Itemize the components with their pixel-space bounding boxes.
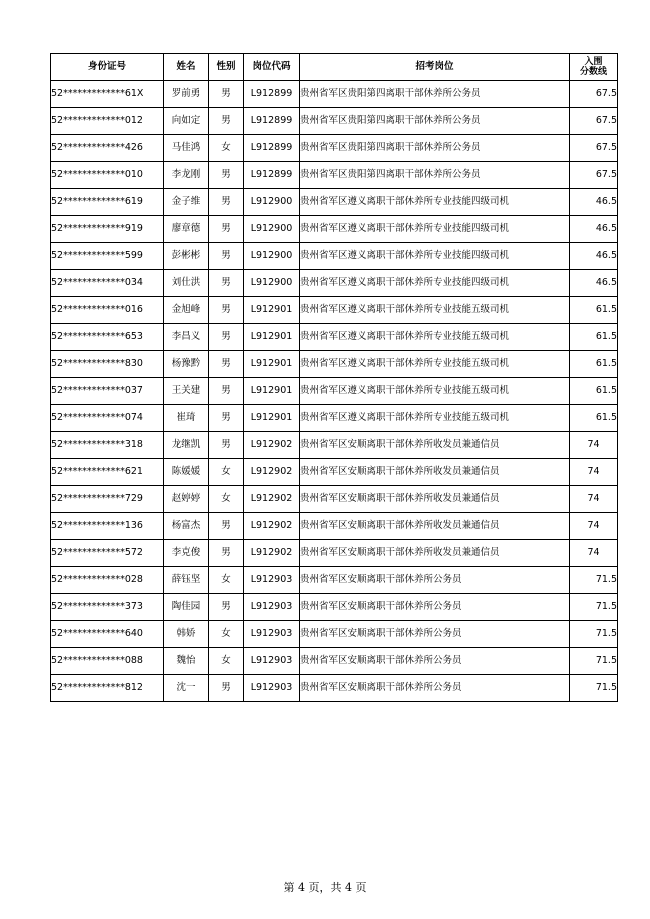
cell-score: 67.5 — [570, 108, 618, 135]
table-row — [51, 135, 618, 162]
cell-name: 魏怡 — [164, 648, 209, 675]
cell-score: 71.5 — [570, 594, 618, 621]
cell-id: 52*************037 — [51, 378, 164, 405]
table-row — [51, 216, 618, 243]
cell-code: L912903 — [244, 648, 300, 675]
header-id: 身份证号 — [51, 54, 164, 81]
cell-score: 74 — [570, 540, 618, 567]
cell-post: 贵州省军区遵义离职干部休养所专业技能五级司机 — [300, 405, 570, 432]
header-gender: 性别 — [209, 54, 244, 81]
cell-name: 陈媛媛 — [164, 459, 209, 486]
cell-code: L912900 — [244, 189, 300, 216]
cell-score: 67.5 — [570, 162, 618, 189]
cell-id: 52*************028 — [51, 567, 164, 594]
table-row — [51, 648, 618, 675]
cell-id: 52*************619 — [51, 189, 164, 216]
cell-post: 贵州省军区安顺离职干部休养所收发员兼通信员 — [300, 513, 570, 540]
cell-post: 贵州省军区遵义离职干部休养所专业技能五级司机 — [300, 351, 570, 378]
table-row — [51, 513, 618, 540]
cell-gender: 女 — [209, 459, 244, 486]
cell-score: 46.5 — [570, 243, 618, 270]
cell-code: L912901 — [244, 324, 300, 351]
cell-name: 李克俊 — [164, 540, 209, 567]
cell-post: 贵州省军区遵义离职干部休养所专业技能四级司机 — [300, 216, 570, 243]
table-row — [51, 486, 618, 513]
cell-id: 52*************373 — [51, 594, 164, 621]
cell-code: L912903 — [244, 594, 300, 621]
header-code: 岗位代码 — [244, 54, 300, 81]
cell-name: 刘仕洪 — [164, 270, 209, 297]
cell-id: 52*************640 — [51, 621, 164, 648]
cell-post: 贵州省军区安顺离职干部休养所收发员兼通信员 — [300, 486, 570, 513]
cell-gender: 男 — [209, 594, 244, 621]
cell-post: 贵州省军区遵义离职干部休养所专业技能五级司机 — [300, 297, 570, 324]
cell-gender: 男 — [209, 108, 244, 135]
cell-name: 罗前勇 — [164, 81, 209, 108]
cell-code: L912903 — [244, 567, 300, 594]
table-row — [51, 189, 618, 216]
cell-code: L912902 — [244, 459, 300, 486]
cell-post: 贵州省军区安顺离职干部休养所收发员兼通信员 — [300, 459, 570, 486]
cell-gender: 男 — [209, 297, 244, 324]
table-row — [51, 162, 618, 189]
cell-score: 61.5 — [570, 405, 618, 432]
cell-name: 崔琦 — [164, 405, 209, 432]
cell-id: 52*************61X — [51, 81, 164, 108]
cell-code: L912901 — [244, 297, 300, 324]
cell-gender: 男 — [209, 351, 244, 378]
header-post: 招考岗位 — [300, 54, 570, 81]
cell-id: 52*************812 — [51, 675, 164, 702]
cell-code: L912900 — [244, 270, 300, 297]
cell-score: 61.5 — [570, 297, 618, 324]
cell-name: 马佳鸿 — [164, 135, 209, 162]
cell-score: 71.5 — [570, 621, 618, 648]
cell-id: 52*************621 — [51, 459, 164, 486]
cell-post: 贵州省军区安顺离职干部休养所公务员 — [300, 594, 570, 621]
cell-code: L912901 — [244, 378, 300, 405]
header-score-line2: 分数线 — [579, 67, 607, 77]
header-score-line1: 入围 — [584, 56, 603, 67]
cell-id: 52*************010 — [51, 162, 164, 189]
cell-code: L912899 — [244, 135, 300, 162]
cell-gender: 男 — [209, 432, 244, 459]
table-row — [51, 405, 618, 432]
cell-post: 贵州省军区安顺离职干部休养所公务员 — [300, 675, 570, 702]
cell-gender: 男 — [209, 324, 244, 351]
table-row — [51, 459, 618, 486]
table-row — [51, 594, 618, 621]
cell-name: 彭彬彬 — [164, 243, 209, 270]
cell-name: 薛钰坚 — [164, 567, 209, 594]
cell-id: 52*************034 — [51, 270, 164, 297]
cell-score: 61.5 — [570, 378, 618, 405]
cell-gender: 女 — [209, 621, 244, 648]
cell-name: 杨富杰 — [164, 513, 209, 540]
cell-name: 李昌义 — [164, 324, 209, 351]
cell-gender: 女 — [209, 567, 244, 594]
table-row — [51, 108, 618, 135]
table-row — [51, 270, 618, 297]
cell-score: 71.5 — [570, 648, 618, 675]
cell-gender: 女 — [209, 648, 244, 675]
cell-post: 贵州省军区贵阳第四离职干部休养所公务员 — [300, 162, 570, 189]
table-row — [51, 378, 618, 405]
cell-score: 74 — [570, 459, 618, 486]
cell-post: 贵州省军区贵阳第四离职干部休养所公务员 — [300, 81, 570, 108]
roster-body — [51, 81, 618, 702]
cell-id: 52*************653 — [51, 324, 164, 351]
cell-post: 贵州省军区遵义离职干部休养所专业技能四级司机 — [300, 243, 570, 270]
header-score — [570, 54, 618, 81]
cell-name: 韩娇 — [164, 621, 209, 648]
cell-score: 46.5 — [570, 270, 618, 297]
table-row — [51, 81, 618, 108]
cell-name: 陶佳园 — [164, 594, 209, 621]
cell-name: 龙继凯 — [164, 432, 209, 459]
cell-gender: 男 — [209, 513, 244, 540]
cell-code: L912899 — [244, 162, 300, 189]
cell-post: 贵州省军区遵义离职干部休养所专业技能五级司机 — [300, 324, 570, 351]
table-row — [51, 432, 618, 459]
cell-gender: 男 — [209, 81, 244, 108]
cell-code: L912899 — [244, 108, 300, 135]
cell-gender: 男 — [209, 378, 244, 405]
cell-id: 52*************599 — [51, 243, 164, 270]
cell-code: L912901 — [244, 351, 300, 378]
cell-score: 46.5 — [570, 216, 618, 243]
cell-score: 74 — [570, 432, 618, 459]
cell-id: 52*************088 — [51, 648, 164, 675]
cell-gender: 女 — [209, 135, 244, 162]
cell-code: L912901 — [244, 405, 300, 432]
cell-id: 52*************729 — [51, 486, 164, 513]
cell-score: 71.5 — [570, 675, 618, 702]
cell-gender: 男 — [209, 189, 244, 216]
roster-table — [50, 53, 618, 702]
cell-gender: 男 — [209, 675, 244, 702]
cell-score: 74 — [570, 513, 618, 540]
cell-score: 46.5 — [570, 189, 618, 216]
cell-id: 52*************074 — [51, 405, 164, 432]
cell-id: 52*************919 — [51, 216, 164, 243]
table-row — [51, 297, 618, 324]
cell-id: 52*************012 — [51, 108, 164, 135]
table-row — [51, 243, 618, 270]
cell-post: 贵州省军区贵阳第四离职干部休养所公务员 — [300, 135, 570, 162]
cell-gender: 男 — [209, 540, 244, 567]
cell-post: 贵州省军区遵义离职干部休养所专业技能四级司机 — [300, 189, 570, 216]
page-footer: 第 4 页，共 4 页 — [283, 881, 367, 894]
cell-gender: 男 — [209, 243, 244, 270]
cell-name: 向如定 — [164, 108, 209, 135]
cell-name: 金旭峰 — [164, 297, 209, 324]
cell-score: 61.5 — [570, 351, 618, 378]
cell-gender: 男 — [209, 270, 244, 297]
cell-score: 67.5 — [570, 81, 618, 108]
table-row — [51, 351, 618, 378]
cell-post: 贵州省军区遵义离职干部休养所专业技能四级司机 — [300, 270, 570, 297]
cell-id: 52*************426 — [51, 135, 164, 162]
cell-score: 61.5 — [570, 324, 618, 351]
cell-id: 52*************016 — [51, 297, 164, 324]
cell-code: L912900 — [244, 243, 300, 270]
cell-score: 74 — [570, 486, 618, 513]
cell-code: L912902 — [244, 540, 300, 567]
cell-code: L912902 — [244, 432, 300, 459]
cell-name: 金子维 — [164, 189, 209, 216]
cell-name: 杨豫黔 — [164, 351, 209, 378]
cell-name: 沈一 — [164, 675, 209, 702]
table-row — [51, 567, 618, 594]
table-row — [51, 324, 618, 351]
header-name: 姓名 — [164, 54, 209, 81]
cell-code: L912902 — [244, 513, 300, 540]
cell-post: 贵州省军区安顺离职干部休养所公务员 — [300, 648, 570, 675]
cell-gender: 男 — [209, 405, 244, 432]
cell-post: 贵州省军区安顺离职干部休养所收发员兼通信员 — [300, 432, 570, 459]
table-row — [51, 675, 618, 702]
cell-code: L912903 — [244, 675, 300, 702]
table-row — [51, 540, 618, 567]
cell-gender: 男 — [209, 216, 244, 243]
header-row — [51, 54, 618, 81]
cell-code: L912900 — [244, 216, 300, 243]
table-row — [51, 621, 618, 648]
cell-post: 贵州省军区贵阳第四离职干部休养所公务员 — [300, 108, 570, 135]
cell-code: L912902 — [244, 486, 300, 513]
cell-code: L912903 — [244, 621, 300, 648]
cell-id: 52*************136 — [51, 513, 164, 540]
cell-gender: 男 — [209, 162, 244, 189]
cell-name: 王关建 — [164, 378, 209, 405]
cell-name: 廖章德 — [164, 216, 209, 243]
cell-post: 贵州省军区安顺离职干部休养所公务员 — [300, 567, 570, 594]
cell-name: 赵婷婷 — [164, 486, 209, 513]
cell-post: 贵州省军区安顺离职干部休养所公务员 — [300, 621, 570, 648]
cell-code: L912899 — [244, 81, 300, 108]
cell-gender: 女 — [209, 486, 244, 513]
cell-post: 贵州省军区安顺离职干部休养所收发员兼通信员 — [300, 540, 570, 567]
cell-post: 贵州省军区遵义离职干部休养所专业技能五级司机 — [300, 378, 570, 405]
cell-id: 52*************830 — [51, 351, 164, 378]
cell-name: 李龙刚 — [164, 162, 209, 189]
cell-score: 71.5 — [570, 567, 618, 594]
cell-score: 67.5 — [570, 135, 618, 162]
cell-id: 52*************318 — [51, 432, 164, 459]
cell-id: 52*************572 — [51, 540, 164, 567]
